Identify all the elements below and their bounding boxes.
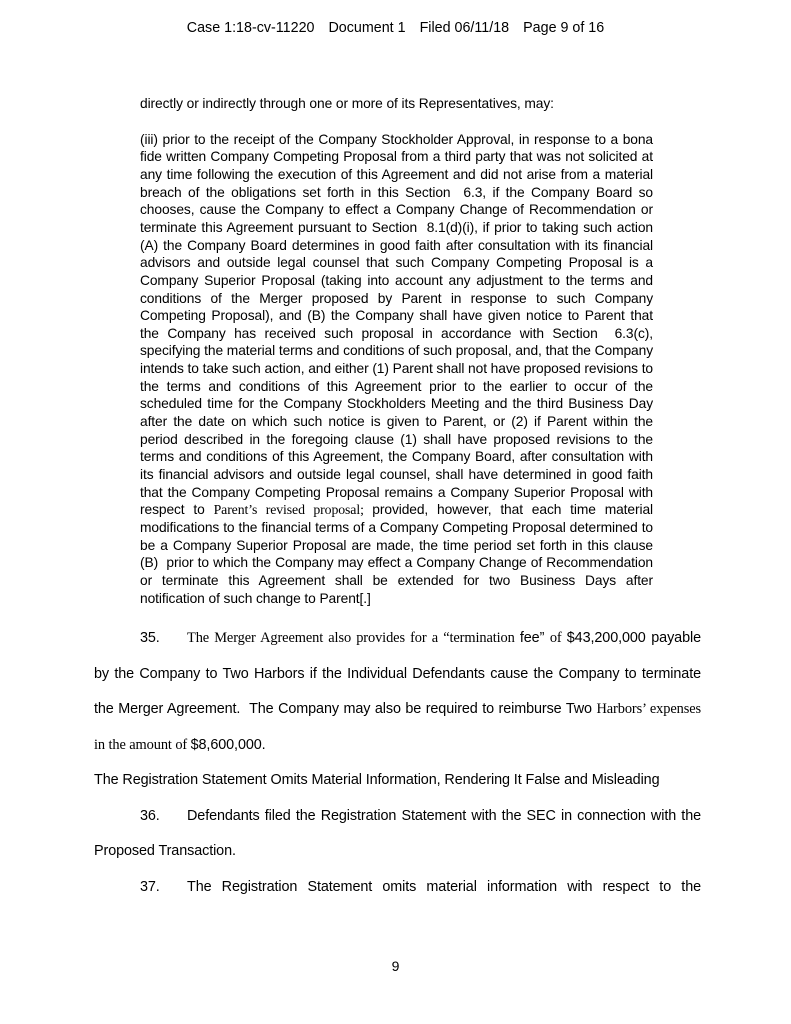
quote-continuation-line: directly or indirectly through one or more of its Representatives, may: [140,96,554,111]
case-number: Case 1:18-cv-11220 [186,20,315,36]
section-heading: The Registration Statement Omits Material Information, Rendering It False and Misleading [94,772,660,789]
paragraph-35-text: The Merger Agreement also provides for a “termination fee” of $43,200,000 payable by the Company to Two Harbors if the Individual Defendants cause the Company to terminate the Merger Agreement. The Company may also be required to reimburse Two Harbors’ expenses in the amount of $8,600,000. [94,630,701,753]
paragraph-37-text: The Registration Statement omits material information with respect to the [187,878,701,895]
document-label: Document 1 [328,20,406,36]
paragraph-35-number: 35. [140,630,160,647]
document-body [94,95,701,905]
paragraph-36-text: Defendants filed the Registration Statement with the SEC in connection with the Proposed Transaction. [94,807,701,860]
paragraph-37-number: 37. [140,878,160,895]
paragraph-35 [94,621,701,763]
merger-agreement-blockquote: (iii) prior to the receipt of the Company Stockholder Approval, in response to a bona fide written Company Competing Proposal from a third party that was not solicited at any time following the execution of this Agreement and did not arise from a material breach of the obligations set forth in this Section 6.3, if the Company Board so chooses, cause the Company to effect a Company Change of Recommendation or terminate this Agreement pursuant to Section 8.1(d)(i), if prior to taking such action (A) the Company Board determines in good faith after consultation with its financial advisors and outside legal counsel that such Company Competing Proposal is a Company Superior Proposal (taking into account any adjustment to the terms and conditions of the Merger proposed by Parent in response to such Company Competing Proposal), and (B) the Company shall have given notice to Parent that the Company has received such proposal in accordance with Section 6.3(c), specifying the material terms and conditions of such proposal, and, that the Company intends to take such action, and either (1) Parent shall not have proposed revisions to the terms and conditions of this Agreement prior to the earlier to occur of the scheduled time for the Company Stockholders Meeting and the third Business Day after the date on which such notice is given to Parent, or (2) if Parent within the period described in the foregoing clause (1) shall have proposed revisions to the terms and conditions of this Agreement, the Company Board, after consultation with its financial advisors and outside legal counsel, shall have determined in good faith that the Company Competing Proposal remains a Company Superior Proposal with respect to Parent’s revised proposal; provided, however, that each time material modifications to the financial terms of a Company Competing Proposal determined to be a Company Superior Proposal are made, the time period set forth in this clause (B) prior to which the Company may effect a Company Change of Recommendation or terminate this Agreement shall be extended for two Business Days after notification of such change to Parent[.] [140,131,653,606]
case-caption-header [0,20,791,37]
page-of-label: Page 9 of 16 [523,20,605,36]
page-number: 9 [391,958,400,974]
paragraph-36-number: 36. [140,807,160,824]
paragraph-37 [94,870,701,906]
filed-date-label: Filed 06/11/18 [419,20,510,36]
paragraph-36 [94,799,701,870]
